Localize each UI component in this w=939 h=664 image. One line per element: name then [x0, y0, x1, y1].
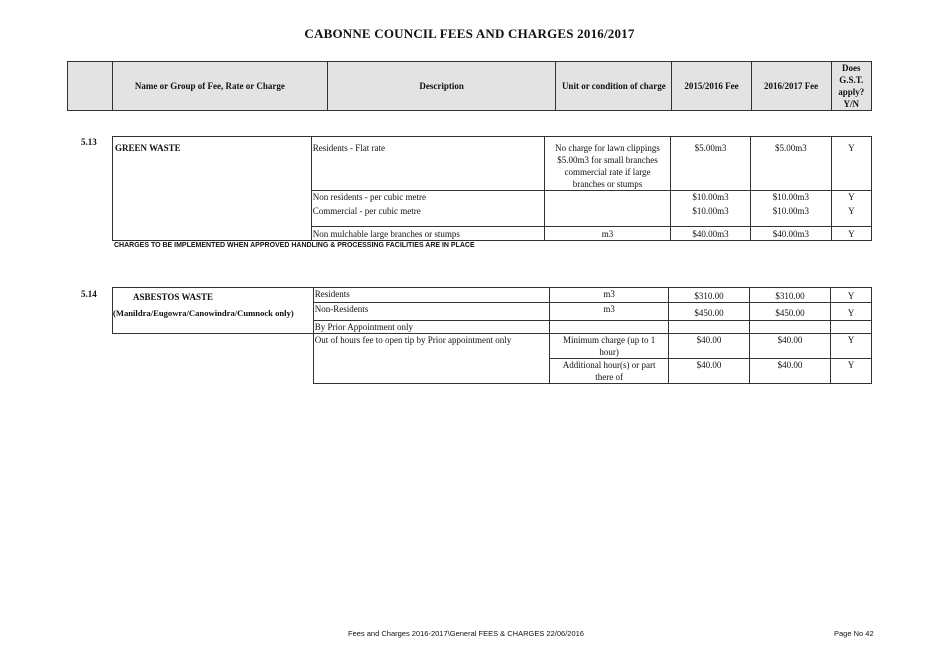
header-gst: Does G.S.T. apply? Y/N [831, 62, 871, 111]
section-name-empty [113, 334, 314, 384]
row-fee-prev: $5.00m3 [671, 137, 751, 191]
header-unit: Unit or condition of charge [556, 62, 672, 111]
row-fee-curr: $310.00 [749, 288, 830, 303]
section-number: 5.14 [81, 289, 97, 299]
section-name [113, 288, 314, 334]
row-description: By Prior Appointment only [313, 321, 549, 334]
row-unit: Minimum charge (up to 1 hour) [549, 334, 668, 359]
header-fee-prev: 2015/2016 Fee [672, 62, 751, 111]
table-row [113, 334, 872, 359]
row-unit: Additional hour(s) or part there of [549, 359, 668, 384]
row-description [311, 227, 544, 241]
row-description: Out of hours fee to open tip by Prior appointment only [313, 334, 549, 384]
row-fee-prev: $310.00 [669, 288, 749, 303]
row-fee-prev: $10.00m3 [671, 191, 751, 205]
row-fee-curr: $5.00m3 [750, 137, 831, 191]
header-blank [68, 62, 113, 111]
section-note: CHARGES TO BE IMPLEMENTED WHEN APPROVED HANDLING & PROCESSING FACILITIES ARE IN PLACE [114, 242, 475, 249]
row-unit: m3 [549, 303, 668, 321]
row-fee-curr: $40.00 [749, 359, 830, 384]
row-fee-prev: $450.00 [669, 303, 749, 321]
row-fee-curr [749, 321, 830, 334]
section-name [113, 137, 312, 241]
section-number: 5.13 [81, 137, 97, 147]
page-number: Page No 42 [834, 629, 874, 638]
row-unit: No charge for lawn clippings $5.00m3 for small branches commercial rate if large branches or stumps [544, 137, 670, 191]
table-row [113, 137, 872, 191]
row-gst: Y [831, 303, 872, 321]
row-unit-text: m3 [601, 229, 614, 239]
row-unit [549, 321, 668, 334]
section-title: ASBESTOS WASTE [133, 292, 213, 302]
row-description: Residents - Flat rate [311, 137, 544, 191]
row-fee-curr: $450.00 [749, 303, 830, 321]
section-subtitle: (Manildra/Eugowra/Canowindra/Cumnock only) [113, 308, 294, 318]
green-waste-table [112, 136, 872, 241]
row-gst: Y [831, 334, 872, 359]
page-title: CABONNE COUNCIL FEES AND CHARGES 2016/2017 [304, 26, 635, 41]
row-description: Commercial - per cubic metre [311, 205, 544, 227]
row-fee-prev: $40.00m3 [671, 227, 751, 241]
table-row [113, 288, 872, 303]
header-name: Name or Group of Fee, Rate or Charge [112, 62, 327, 111]
row-fee-curr: $10.00m3 [750, 205, 831, 227]
row-description: Non residents - per cubic metre [311, 191, 544, 205]
header-fee-curr: 2016/2017 Fee [751, 62, 831, 111]
row-gst: Y [831, 359, 872, 384]
row-gst: Y [831, 288, 872, 303]
row-unit [544, 191, 670, 227]
row-fee-prev: $40.00 [669, 334, 749, 359]
row-fee-prev: $40.00 [669, 359, 749, 384]
row-gst: Y [831, 137, 871, 191]
row-gst [831, 321, 872, 334]
row-fee-curr: $40.00m3 [750, 227, 831, 241]
row-description: Residents [313, 288, 549, 303]
header-description: Description [328, 62, 556, 111]
row-description: Non-Residents [313, 303, 549, 321]
row-fee-curr: $10.00m3 [750, 191, 831, 205]
asbestos-waste-table [112, 287, 872, 384]
row-unit [544, 227, 670, 241]
section-title: GREEN WASTE [115, 143, 181, 153]
row-fee-prev [669, 321, 749, 334]
row-gst: Y [831, 205, 871, 227]
row-gst: Y [831, 191, 871, 205]
row-gst: Y [831, 227, 871, 241]
row-unit: m3 [549, 288, 668, 303]
row-description-text: Non mulchable large branches or stumps [312, 229, 460, 239]
row-fee-prev: $10.00m3 [671, 205, 751, 227]
header-table [67, 61, 872, 111]
row-fee-curr: $40.00 [749, 334, 830, 359]
footer-path: Fees and Charges 2016-2017\General FEES & CHARGES 22/06/2016 [348, 629, 584, 638]
